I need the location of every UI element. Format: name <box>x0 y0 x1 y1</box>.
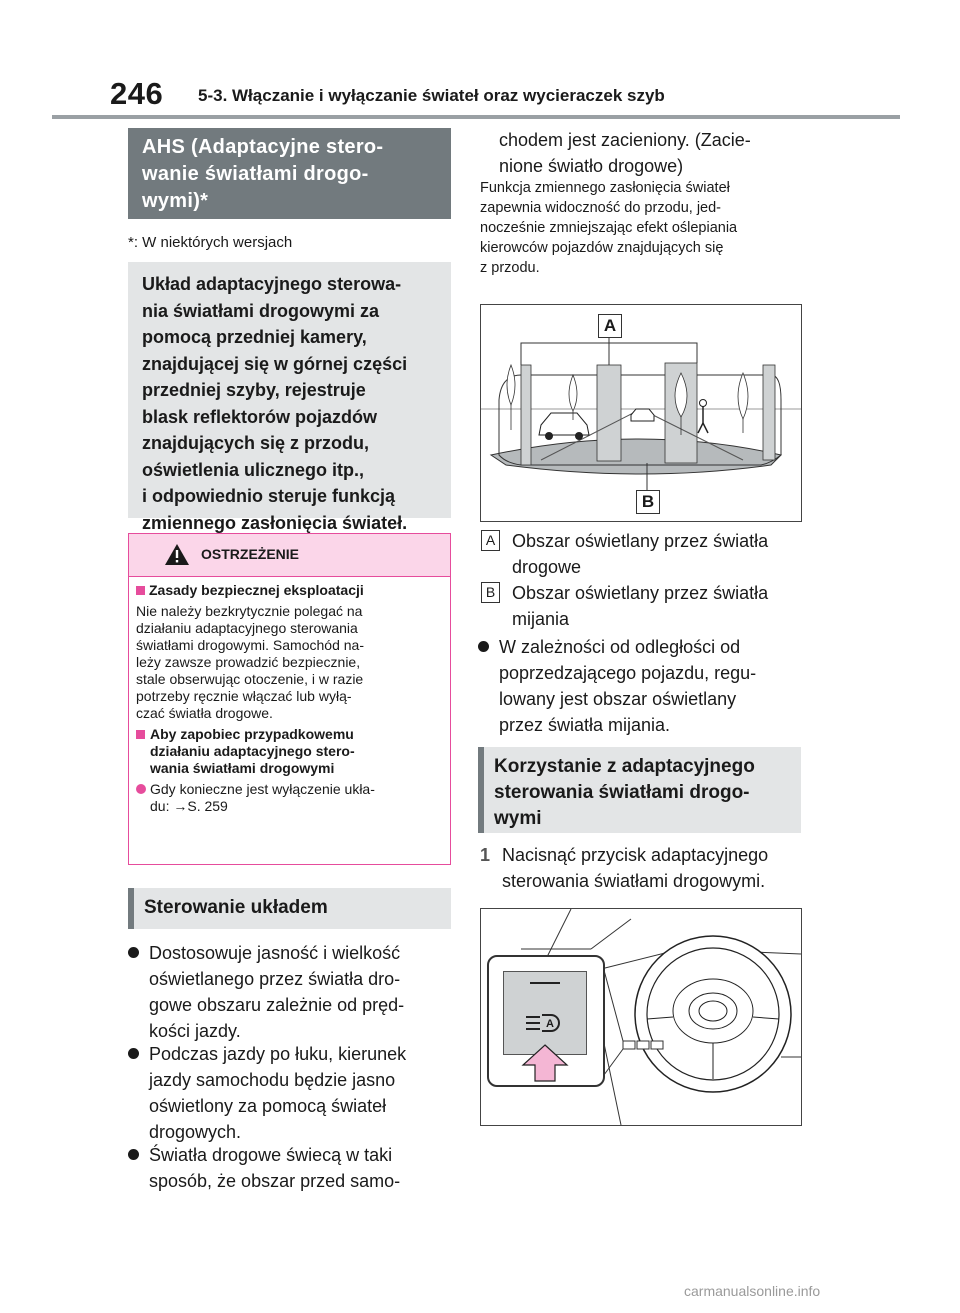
warning-line: światłami drogowymi. Samochód na- <box>136 637 364 653</box>
bullet-text <box>149 1142 400 1194</box>
bullet-text <box>149 940 404 1044</box>
bullet-line: W zależności od odległości od <box>499 637 741 657</box>
warning-subheading-line: wania światłami drogowymi <box>150 760 335 776</box>
intro-line: znajdującej się w górnej części <box>142 353 408 374</box>
warning-subheading <box>136 582 444 599</box>
bullet-line: drogowych. <box>149 1122 242 1142</box>
bullet-dot-icon <box>136 784 146 794</box>
legend-b-text <box>512 580 768 632</box>
continued-text <box>499 127 751 179</box>
bullet-line: gowe obszaru zależnie od pręd- <box>149 995 405 1015</box>
bullet-line: przez światła mijania. <box>499 715 671 735</box>
legend-a-letter: A <box>481 530 500 551</box>
legend-b-line: Obszar oświetlany przez światła <box>512 583 769 603</box>
warning-line: Nie należy bezkrytycznie polegać na <box>136 603 363 619</box>
bullet-dot-icon <box>478 641 489 652</box>
bullet-line: jazdy samochodu będzie jasno <box>149 1070 396 1090</box>
bullet-line: Światła drogowe świecą w taki <box>149 1145 393 1165</box>
bullet-dot-icon <box>128 1149 139 1160</box>
intro-line: zmiennego zasłonięcia świateł. <box>142 512 408 533</box>
warning-paragraph <box>136 603 444 722</box>
warning-subheading <box>136 726 444 777</box>
intro-line: nia światłami drogowymi za <box>142 300 380 321</box>
watermark: carmanualsonline.info <box>684 1283 821 1299</box>
warning-line: czać światła drogowe. <box>136 705 273 721</box>
description-line: z przodu. <box>480 260 540 276</box>
auto-high-beam-icon <box>526 1014 562 1036</box>
intro-line: przedniej szyby, rejestruje <box>142 380 366 400</box>
square-bullet-icon <box>136 586 145 595</box>
page-number: 246 <box>110 76 164 111</box>
bullet-line: oświetlanego przez światła dro- <box>149 969 401 989</box>
warning-subheading-line: działaniu adaptacyjnego stero- <box>150 743 355 759</box>
bullet-item <box>128 1142 451 1198</box>
warning-body <box>136 582 444 819</box>
section-title: 5-3. Włączanie i wyłączanie świateł oraz wycieraczek szyb <box>198 86 665 105</box>
warning-title: OSTRZEŻENIE <box>201 546 300 562</box>
usage-heading <box>478 747 801 833</box>
step-line: sterowania światłami drogowymi. <box>502 871 766 891</box>
usage-heading-line: sterowania światłami drogo- <box>494 782 750 803</box>
bullet-item <box>128 1041 451 1149</box>
intro-line: pomocą przedniej kamery, <box>142 327 367 347</box>
bullet-line: sposób, że obszar przed samo- <box>149 1171 401 1191</box>
legend-b <box>481 582 500 603</box>
ahs-heading <box>128 128 451 219</box>
bullet-line: oświetlony za pomocą świateł <box>149 1096 387 1116</box>
description-line: zapewnia widoczność do przodu, jed- <box>480 200 721 216</box>
usage-heading-line: wymi <box>494 808 542 829</box>
warning-line: potrzeby ręcznie włączać lub wyłą- <box>136 688 352 704</box>
figure-label-a: A <box>598 314 622 338</box>
legend-b-line: mijania <box>512 609 570 629</box>
button-zoom-inset <box>487 955 605 1087</box>
button-letter: A <box>542 1014 560 1032</box>
control-heading: Sterowanie układem <box>128 888 451 929</box>
warning-line: stale obserwując otoczenie, i w razie <box>136 671 364 687</box>
intro-line: i odpowiednio steruje funkcją <box>142 486 396 506</box>
description-text <box>480 178 737 278</box>
ahs-heading-line: wymi)* <box>142 190 209 212</box>
bullet-item <box>128 940 451 1048</box>
step-text <box>502 842 768 894</box>
bullet-line: kości jazdy. <box>149 1021 241 1041</box>
warning-line: działaniu adaptacyjnego sterowania <box>136 620 358 636</box>
intro-box <box>128 262 451 533</box>
legend-a-line: drogowe <box>512 557 582 577</box>
warning-line: leży zawsze prowadzić bezpiecznie, <box>136 654 361 670</box>
footnote: *: W niektórych wersjach <box>128 234 293 251</box>
step-number: 1 <box>480 845 491 865</box>
ahs-heading-line: AHS (Adaptacyjne stero- <box>142 136 384 158</box>
warning-triangle-icon <box>164 543 190 566</box>
road-illustration <box>481 305 801 521</box>
warning-header <box>129 534 450 577</box>
legend-a-line: Obszar oświetlany przez światła <box>512 531 769 551</box>
warning-subheading-line: Aby zapobiec przypadkowemu <box>150 726 354 742</box>
bullet-line: Dostosowuje jasność i wielkość <box>149 943 401 963</box>
ahs-heading-line: wanie światłami drogo- <box>142 163 369 185</box>
press-arrow-icon <box>519 1043 571 1083</box>
figure-label-b: B <box>636 490 660 514</box>
description-line: kierowców pojazdów znajdujących się <box>480 240 724 256</box>
header-rule <box>52 115 900 119</box>
legend-b-letter: B <box>481 582 500 603</box>
square-bullet-icon <box>136 730 145 739</box>
bullet-line: poprzedzającego pojazdu, regu- <box>499 663 757 683</box>
intro-line: znajdujących się z przodu, <box>142 433 370 453</box>
usage-heading-line: Korzystanie z adaptacyjnego <box>494 756 755 777</box>
description-line: nocześnie zmniejszając efekt oślepiania <box>480 220 738 236</box>
warning-subheading-text: Zasady bezpiecznej eksploatacji <box>149 582 364 598</box>
dashboard-figure <box>480 908 802 1126</box>
bullet-text <box>149 1041 406 1145</box>
legend-a <box>481 530 500 551</box>
bullet-dot-icon <box>128 947 139 958</box>
continued-line: chodem jest zacieniony. (Zacie- <box>499 130 751 150</box>
button-top-line <box>530 982 560 984</box>
warning-box <box>128 533 451 865</box>
description-line: Funkcja zmiennego zasłonięcia świateł <box>480 180 730 196</box>
warning-bullet-line: du: →S. 259 <box>150 798 228 814</box>
legend-a-text <box>512 528 768 580</box>
intro-line: blask reflektorów pojazdów <box>142 406 378 427</box>
bullet-dot-icon <box>128 1048 139 1059</box>
warning-bullet-line: Gdy konieczne jest wyłączenie ukła- <box>150 781 375 797</box>
step-line: Nacisnąć przycisk adaptacyjnego <box>502 845 769 865</box>
bullet-line: lowany jest obszar oświetlany <box>499 689 737 709</box>
continued-line: nione światło drogowe) <box>499 156 684 176</box>
intro-line: Układ adaptacyjnego sterowa- <box>142 274 402 294</box>
warning-bullet <box>136 781 444 815</box>
bullet-text <box>499 634 756 738</box>
intro-line: oświetlenia ulicznego itp., <box>142 459 365 480</box>
bullet-item <box>478 634 801 742</box>
illumination-figure <box>480 304 802 522</box>
bullet-line: Podczas jazdy po łuku, kierunek <box>149 1044 407 1064</box>
